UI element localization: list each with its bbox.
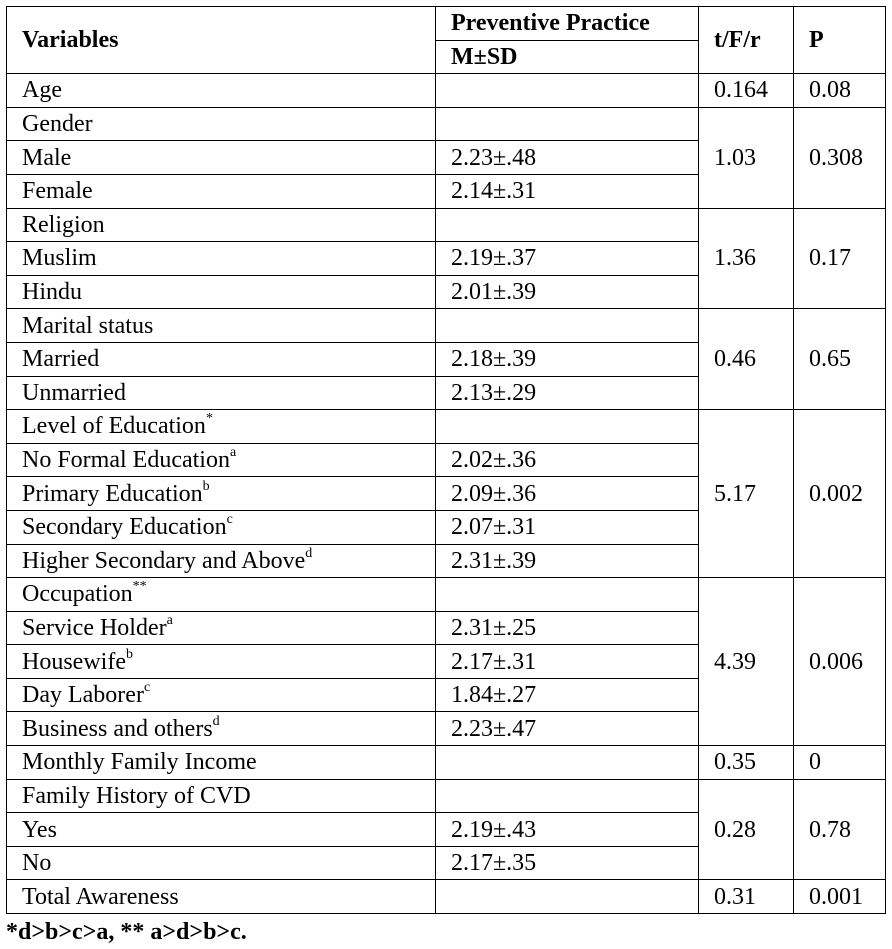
msd-cell (436, 107, 699, 141)
msd-cell: 2.19±.43 (436, 813, 699, 847)
stat-cell: 0.164 (699, 74, 794, 108)
msd-cell: 2.17±.35 (436, 846, 699, 880)
variable-label: Religion (7, 208, 436, 242)
variable-label (7, 712, 436, 746)
msd-cell: 2.17±.31 (436, 645, 699, 679)
p-cell: 0 (794, 746, 886, 780)
variable-label: Male (7, 141, 436, 175)
p-cell: 0.78 (794, 779, 886, 880)
header-msd: M±SD (436, 40, 699, 74)
footnote-marker: c (226, 512, 233, 528)
variable-label: Gender (7, 107, 436, 141)
variable-text: Level of Education (22, 413, 206, 440)
stat-cell: 1.03 (699, 107, 794, 208)
msd-cell (436, 578, 699, 612)
variable-label (7, 510, 436, 544)
footnote-marker: b (202, 478, 210, 494)
variable-text: Business and others (22, 715, 213, 742)
variable-label (7, 410, 436, 444)
table-row (7, 880, 886, 914)
footnote-marker: d (212, 713, 220, 729)
stat-cell: 1.36 (699, 208, 794, 309)
variable-label: Family History of CVD (7, 779, 436, 813)
msd-cell: 2.14±.31 (436, 174, 699, 208)
variable-label: Muslim (7, 242, 436, 276)
table-row (7, 208, 886, 242)
stat-cell: 0.31 (699, 880, 794, 914)
msd-cell: 2.31±.25 (436, 611, 699, 645)
variable-text: Secondary Education (22, 514, 227, 541)
variable-label: Marital status (7, 309, 436, 343)
results-table (6, 6, 886, 914)
variable-text: Occupation (22, 581, 133, 608)
variable-label (7, 611, 436, 645)
variable-label: Age (7, 74, 436, 108)
variable-label: Yes (7, 813, 436, 847)
variable-text: Service Holder (22, 614, 167, 641)
footnote-marker: b (125, 646, 133, 662)
stat-cell: 0.35 (699, 746, 794, 780)
table-row (7, 779, 886, 813)
msd-cell (436, 410, 699, 444)
variable-text: Primary Education (22, 480, 203, 507)
variable-text: Higher Secondary and Above (22, 547, 306, 574)
p-cell: 0.65 (794, 309, 886, 410)
variable-label (7, 678, 436, 712)
msd-cell (436, 74, 699, 108)
msd-cell (436, 746, 699, 780)
variable-label: Unmarried (7, 376, 436, 410)
msd-cell: 1.84±.27 (436, 678, 699, 712)
msd-cell (436, 779, 699, 813)
msd-cell (436, 309, 699, 343)
header-variables: Variables (7, 7, 436, 74)
table-row (7, 746, 886, 780)
msd-cell: 2.23±.47 (436, 712, 699, 746)
stat-cell: 4.39 (699, 578, 794, 746)
table-row (7, 107, 886, 141)
variable-text: Housewife (22, 648, 126, 675)
msd-cell: 2.19±.37 (436, 242, 699, 276)
variable-label: No (7, 846, 436, 880)
table-footnote: *d>b>c>a, ** a>d>b>c. (6, 919, 247, 945)
variable-label (7, 443, 436, 477)
msd-cell: 2.13±.29 (436, 376, 699, 410)
table-row (7, 74, 886, 108)
msd-cell: 2.07±.31 (436, 510, 699, 544)
table-row (7, 410, 886, 444)
variable-label (7, 477, 436, 511)
p-cell: 0.001 (794, 880, 886, 914)
footnote-marker: * (205, 411, 213, 427)
stat-cell: 0.28 (699, 779, 794, 880)
p-cell: 0.308 (794, 107, 886, 208)
variable-label: Female (7, 174, 436, 208)
header-tfr: t/F/r (699, 7, 794, 74)
footnote-marker: a (166, 612, 173, 628)
variable-text: No Formal Education (22, 447, 230, 474)
variable-label (7, 544, 436, 578)
msd-cell: 2.31±.39 (436, 544, 699, 578)
footnote-marker: d (305, 545, 313, 561)
table-row (7, 578, 886, 612)
msd-cell: 2.02±.36 (436, 443, 699, 477)
variable-label (7, 578, 436, 612)
variable-label: Total Awareness (7, 880, 436, 914)
footnote-marker: ** (132, 579, 147, 595)
footnote-marker: a (229, 445, 237, 461)
p-cell: 0.08 (794, 74, 886, 108)
msd-cell (436, 208, 699, 242)
variable-label: Monthly Family Income (7, 746, 436, 780)
msd-cell: 2.23±.48 (436, 141, 699, 175)
p-cell: 0.006 (794, 578, 886, 746)
variable-label: Married (7, 342, 436, 376)
table-row (7, 309, 886, 343)
header-row (7, 7, 886, 41)
msd-cell: 2.18±.39 (436, 342, 699, 376)
p-cell: 0.17 (794, 208, 886, 309)
msd-cell (436, 880, 699, 914)
variable-label (7, 645, 436, 679)
variable-label: Hindu (7, 275, 436, 309)
p-cell: 0.002 (794, 410, 886, 578)
msd-cell: 2.09±.36 (436, 477, 699, 511)
msd-cell: 2.01±.39 (436, 275, 699, 309)
stat-cell: 5.17 (699, 410, 794, 578)
header-preventive-practice: Preventive Practice (436, 7, 699, 41)
variable-text: Day Laborer (22, 682, 144, 709)
footnote-marker: c (143, 680, 151, 696)
stat-cell: 0.46 (699, 309, 794, 410)
header-p: P (794, 7, 886, 74)
